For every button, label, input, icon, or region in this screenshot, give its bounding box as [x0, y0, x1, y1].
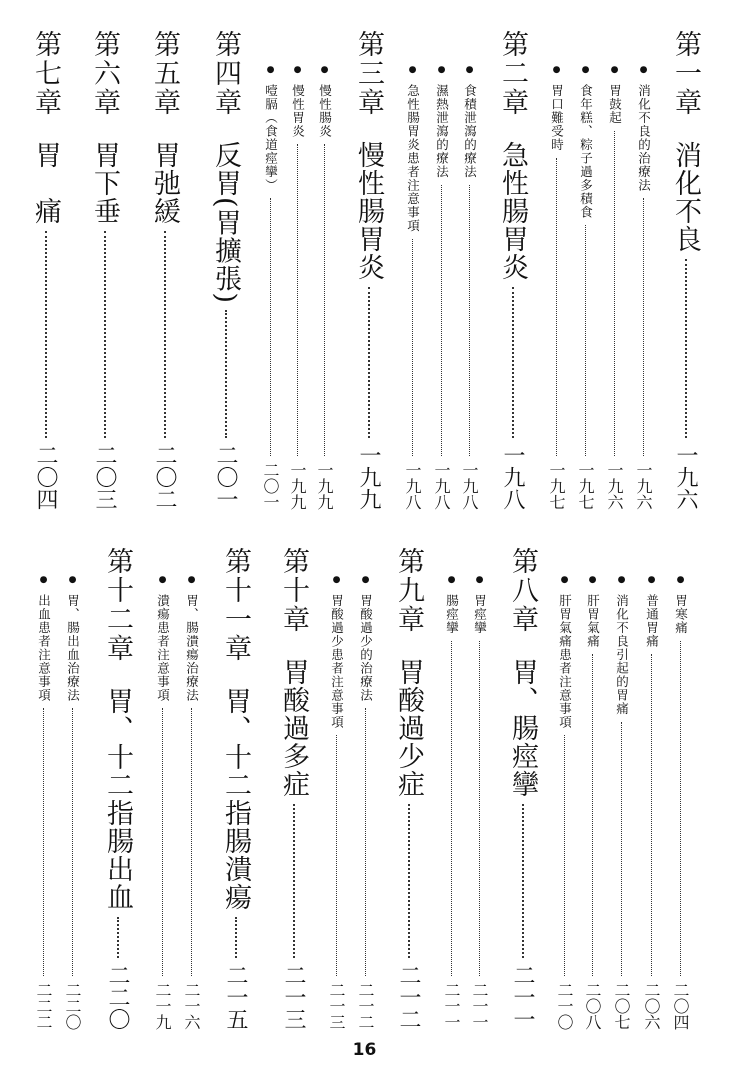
dot-leader — [368, 287, 370, 438]
dot-leader — [685, 259, 687, 438]
chapter-title: 慢性腸胃炎 — [353, 141, 384, 281]
item-title: 胃鼓起 — [607, 84, 623, 125]
item-title: 胃、腸潰瘍治療法 — [184, 594, 200, 702]
bullet-icon: ● — [559, 575, 570, 585]
toc-item — [61, 575, 84, 1030]
page-ref: 二二〇 — [63, 982, 82, 1030]
dot-leader — [451, 641, 452, 977]
toc-item — [32, 575, 55, 1030]
toc-item — [553, 575, 576, 1030]
page-ref: 二一二 — [356, 982, 375, 1030]
toc-item — [603, 65, 626, 510]
chapter-title: 急性腸胃炎 — [497, 141, 528, 281]
toc-item — [545, 65, 568, 510]
item-title: 胃痙攣 — [472, 594, 488, 635]
chapter-head: 第二章 — [497, 30, 528, 117]
dot-leader — [162, 708, 163, 976]
dot-leader — [235, 917, 237, 958]
toc-item — [640, 575, 663, 1030]
toc-chapter-3 — [349, 30, 388, 510]
chapter-title: 胃、十二指腸潰瘍 — [220, 687, 251, 911]
toc-item — [286, 65, 309, 510]
chapter-title: 胃、十二指腸出血 — [102, 687, 133, 911]
page-ref: 二〇八 — [583, 982, 602, 1030]
bullet-icon: ● — [38, 575, 49, 585]
toc-item — [458, 65, 481, 510]
dot-leader — [564, 735, 565, 976]
item-title: 消化不良引起的胃痛 — [614, 594, 630, 716]
page-ref: 二〇六 — [642, 982, 661, 1030]
item-title: 食年糕、粽子過多積食 — [578, 84, 594, 219]
dot-leader — [412, 239, 413, 457]
page-ref: 二一一 — [510, 964, 535, 1030]
page-ref: 一九六 — [634, 462, 653, 510]
chapter-head: 第十二章 — [102, 547, 133, 663]
chapter-title: 消化不良 — [670, 141, 701, 253]
chapter-head: 第十一章 — [220, 547, 251, 663]
chapter-title: 胃 痛 — [30, 141, 61, 225]
bullet-icon: ● — [580, 65, 591, 75]
item-title: 胃酸過少患者注意事項 — [329, 594, 345, 729]
chapter-title: 胃酸過少症 — [393, 658, 424, 798]
item-title: 噎膈（食道痙攣） — [263, 84, 279, 192]
bullet-icon: ● — [446, 575, 457, 585]
toc-lower-half — [0, 530, 729, 1035]
page-ref: 二一九 — [153, 982, 172, 1030]
dot-leader — [614, 131, 615, 457]
dot-leader — [324, 144, 325, 456]
dot-leader — [270, 198, 271, 456]
page-ref: 二一五 — [223, 964, 248, 1030]
dot-leader — [479, 641, 480, 977]
dot-leader — [585, 225, 586, 456]
chapter-head: 第十章 — [278, 547, 309, 634]
bullet-icon: ● — [616, 575, 627, 585]
page-ref: 一九七 — [547, 462, 566, 510]
toc-item — [669, 575, 692, 1030]
item-title: 胃寒痛 — [673, 594, 689, 635]
item-title: 消化不良的治療法 — [636, 84, 652, 192]
dot-leader — [680, 641, 681, 977]
item-title: 濕熱泄瀉的療法 — [434, 84, 450, 179]
toc-chapter-8 — [503, 547, 542, 1030]
page-ref: 二一三 — [281, 964, 306, 1030]
bullet-icon: ● — [587, 575, 598, 585]
bullet-icon: ● — [407, 65, 418, 75]
page-ref: 二〇二 — [152, 444, 177, 510]
page-ref: 一九八 — [403, 462, 422, 510]
item-title: 普通胃痛 — [644, 594, 660, 648]
chapter-title: 胃弛緩 — [149, 141, 180, 225]
page-ref: 二一二 — [396, 964, 421, 1030]
chapter-head: 第七章 — [30, 30, 61, 117]
item-title: 腸痙攣 — [444, 594, 460, 635]
toc-upper-half — [0, 0, 729, 520]
toc-item — [151, 575, 174, 1030]
chapter-title: 胃下垂 — [89, 141, 120, 225]
dot-leader — [469, 185, 470, 457]
bullet-icon: ● — [157, 575, 168, 585]
toc-chapter-2 — [493, 30, 532, 510]
toc-chapter-11 — [216, 547, 255, 1030]
chapter-head: 第九章 — [393, 547, 424, 634]
page-ref: 一九八 — [432, 462, 451, 510]
bullet-icon: ● — [186, 575, 197, 585]
chapter-title: 胃、腸痙攣 — [507, 658, 538, 798]
toc-item — [440, 575, 463, 1030]
toc-item — [581, 575, 604, 1030]
toc-chapter-12 — [98, 547, 137, 1030]
dot-leader — [522, 804, 524, 958]
dot-leader — [621, 722, 622, 977]
bullet-icon: ● — [609, 65, 620, 75]
page-ref: 一九九 — [315, 462, 334, 510]
bullet-icon: ● — [265, 65, 276, 75]
toc-item — [180, 575, 203, 1030]
item-title: 食積泄瀉的療法 — [462, 84, 478, 179]
page-ref: 二〇三 — [92, 444, 117, 510]
dot-leader — [72, 708, 73, 976]
bullet-icon: ● — [464, 65, 475, 75]
page-ref: 一九八 — [500, 444, 525, 510]
item-title: 出血患者注意事項 — [36, 594, 52, 702]
page-ref: 二〇四 — [671, 982, 690, 1030]
page-ref: 二〇一 — [213, 444, 238, 510]
page-ref: 二一一 — [470, 982, 489, 1030]
toc-chapter-1 — [666, 30, 705, 510]
item-title: 胃酸過少的治療法 — [358, 594, 374, 702]
item-title: 急性腸胃炎患者注意事項 — [405, 84, 421, 233]
page-ref: 二一一 — [442, 982, 461, 1030]
chapter-head: 第五章 — [149, 30, 180, 117]
bullet-icon: ● — [474, 575, 485, 585]
dot-leader — [164, 231, 166, 438]
item-title: 慢性胃炎 — [290, 84, 306, 138]
dot-leader — [104, 231, 106, 438]
dot-leader — [297, 144, 298, 456]
item-title: 肝胃氣痛患者注意事項 — [557, 594, 573, 729]
chapter-head: 第三章 — [353, 30, 384, 117]
page-ref: 一九七 — [576, 462, 595, 510]
dot-leader — [643, 198, 644, 456]
page-ref: 二一六 — [182, 982, 201, 1030]
page-ref: 二二二 — [34, 982, 53, 1030]
dot-leader — [365, 708, 366, 976]
bullet-icon: ● — [436, 65, 447, 75]
page-ref: 二〇七 — [612, 982, 631, 1030]
bullet-icon: ● — [638, 65, 649, 75]
dot-leader — [43, 708, 44, 976]
page-ref: 二二〇 — [105, 964, 130, 1030]
toc-item — [468, 575, 491, 1030]
page-ref: 二一〇 — [555, 982, 574, 1030]
toc-item — [430, 65, 453, 510]
bullet-icon: ● — [292, 65, 303, 75]
item-title: 胃、腸出血治療法 — [65, 594, 81, 702]
bullet-icon: ● — [67, 575, 78, 585]
toc-item — [259, 65, 282, 510]
dot-leader — [512, 287, 514, 438]
item-title: 肝胃氣痛 — [585, 594, 601, 648]
chapter-head: 第六章 — [89, 30, 120, 117]
toc-chapter-10 — [274, 547, 313, 1030]
page-ref: 二〇四 — [33, 444, 58, 510]
toc-item — [401, 65, 424, 510]
toc-chapter-5 — [145, 30, 184, 510]
page-ref: 二〇一 — [261, 462, 280, 510]
page-ref: 一九九 — [288, 462, 307, 510]
dot-leader — [651, 654, 652, 976]
dot-leader — [408, 804, 410, 958]
toc-chapter-7 — [26, 30, 65, 510]
dot-leader — [592, 654, 593, 976]
dot-leader — [293, 804, 295, 958]
dot-leader — [191, 708, 192, 976]
toc-item — [325, 575, 348, 1030]
item-title: 胃口難受時 — [549, 84, 565, 152]
page-number: 16 — [352, 1040, 377, 1060]
page-ref: 一九八 — [460, 462, 479, 510]
page-ref: 一九九 — [356, 444, 381, 510]
chapter-head: 第一章 — [670, 30, 701, 117]
page-ref: 一九六 — [673, 444, 698, 510]
toc-item — [313, 65, 336, 510]
chapter-title: 胃酸過多症 — [278, 658, 309, 798]
dot-leader — [556, 158, 557, 457]
chapter-head: 第八章 — [507, 547, 538, 634]
dot-leader — [336, 735, 337, 976]
toc-chapter-6 — [85, 30, 124, 510]
dot-leader — [441, 185, 442, 457]
item-title: 潰瘍患者注意事項 — [155, 594, 171, 702]
toc-chapter-9 — [389, 547, 428, 1030]
dot-leader — [117, 917, 119, 958]
chapter-head: 第四章 — [210, 30, 241, 117]
toc-chapter-4 — [206, 30, 245, 510]
toc-item — [610, 575, 633, 1030]
bullet-icon: ● — [551, 65, 562, 75]
bullet-icon: ● — [675, 575, 686, 585]
bullet-icon: ● — [331, 575, 342, 585]
bullet-icon: ● — [360, 575, 371, 585]
bullet-icon: ● — [319, 65, 330, 75]
item-title: 慢性腸炎 — [317, 84, 333, 138]
toc-item — [354, 575, 377, 1030]
toc-item — [632, 65, 655, 510]
bullet-icon: ● — [646, 575, 657, 585]
toc-item — [574, 65, 597, 510]
chapter-title: 反胃(胃擴張) — [210, 141, 241, 305]
page-ref: 二一三 — [327, 982, 346, 1030]
page-ref: 一九六 — [605, 462, 624, 510]
dot-leader — [45, 231, 47, 438]
dot-leader — [225, 310, 227, 438]
